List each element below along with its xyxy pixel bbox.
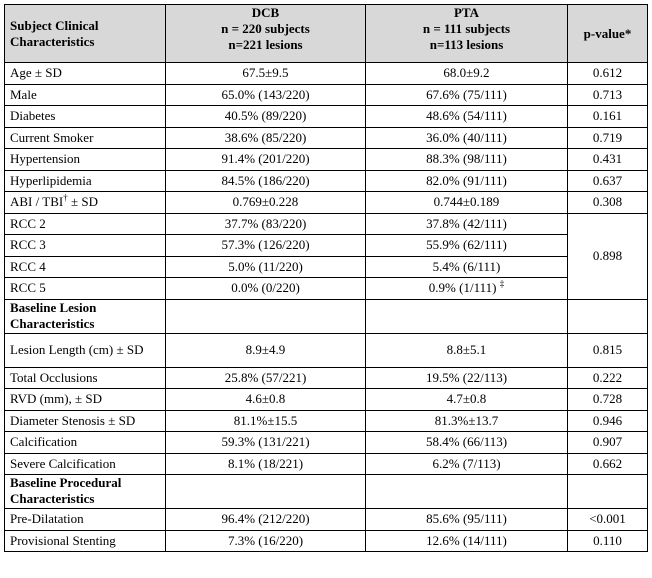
table-row xyxy=(5,149,648,171)
dcb-value: 37.7% (83/220) xyxy=(166,213,366,235)
p-value: 0.161 xyxy=(568,106,648,128)
footnote-mark: † xyxy=(63,192,68,203)
pta-value: 4.7±0.8 xyxy=(366,389,568,411)
pta-value: 0.744±0.189 xyxy=(366,192,568,214)
p-value: 0.222 xyxy=(568,367,648,389)
dcb-subjects: n = 220 subjects xyxy=(221,21,310,36)
row-label: RCC 4 xyxy=(5,256,166,278)
dcb-value: 59.3% (131/221) xyxy=(166,432,366,454)
pta-title: PTA xyxy=(453,5,480,20)
table-row xyxy=(5,278,648,300)
dcb-value: 40.5% (89/220) xyxy=(166,106,366,128)
header-characteristics: Subject Clinical Characteristics xyxy=(5,5,166,63)
table-row xyxy=(5,333,648,367)
dcb-value: 91.4% (201/220) xyxy=(166,149,366,171)
p-value: 0.110 xyxy=(568,530,648,552)
row-label: Calcification xyxy=(5,432,166,454)
pta-value: 8.8±5.1 xyxy=(366,333,568,367)
pta-value: 82.0% (91/111) xyxy=(366,170,568,192)
row-label: Current Smoker xyxy=(5,127,166,149)
rcc-p-value: 0.898 xyxy=(568,213,648,299)
table-row xyxy=(5,213,648,235)
p-value: 0.719 xyxy=(568,127,648,149)
header-pta xyxy=(366,5,568,63)
pta-lesions: n=113 lesions xyxy=(429,37,504,52)
dcb-value: 96.4% (212/220) xyxy=(166,509,366,531)
pta-value: 12.6% (14/111) xyxy=(366,530,568,552)
row-label: RCC 5 xyxy=(5,278,166,300)
row-label: RCC 3 xyxy=(5,235,166,257)
section-title-procedural: Baseline Procedural Characteristics xyxy=(5,475,166,509)
p-value: 0.728 xyxy=(568,389,648,411)
row-label-suffix: ± SD xyxy=(67,194,98,210)
pta-value xyxy=(366,278,568,300)
pta-value-text: 0.9% (1/111) xyxy=(428,280,497,296)
table-row xyxy=(5,63,648,85)
table-row xyxy=(5,432,648,454)
table-row xyxy=(5,410,648,432)
pta-value: 81.3%±13.7 xyxy=(366,410,568,432)
dcb-title: DCB xyxy=(251,5,280,20)
row-label: Male xyxy=(5,84,166,106)
row-label xyxy=(5,192,166,214)
p-value: 0.612 xyxy=(568,63,648,85)
header-pvalue: p-value* xyxy=(568,5,648,63)
row-label: Pre-Dilatation xyxy=(5,509,166,531)
table-row xyxy=(5,192,648,214)
p-value: 0.308 xyxy=(568,192,648,214)
section-title-lesion: Baseline Lesion Characteristics xyxy=(5,299,166,333)
dcb-value: 4.6±0.8 xyxy=(166,389,366,411)
dcb-value: 67.5±9.5 xyxy=(166,63,366,85)
p-value: 0.637 xyxy=(568,170,648,192)
p-value: 0.662 xyxy=(568,453,648,475)
pta-value: 37.8% (42/111) xyxy=(366,213,568,235)
dcb-value: 65.0% (143/220) xyxy=(166,84,366,106)
characteristics-table xyxy=(4,4,648,552)
header-dcb xyxy=(166,5,366,63)
section-row-lesion xyxy=(5,299,648,333)
empty-cell xyxy=(166,475,366,509)
table-row xyxy=(5,367,648,389)
pta-value: 36.0% (40/111) xyxy=(366,127,568,149)
p-value: 0.946 xyxy=(568,410,648,432)
pta-value: 67.6% (75/111) xyxy=(366,84,568,106)
dcb-value: 81.1%±15.5 xyxy=(166,410,366,432)
pta-value: 5.4% (6/111) xyxy=(366,256,568,278)
p-value: 0.907 xyxy=(568,432,648,454)
table-row xyxy=(5,256,648,278)
row-label: RCC 2 xyxy=(5,213,166,235)
dcb-value: 38.6% (85/220) xyxy=(166,127,366,149)
dcb-value: 8.9±4.9 xyxy=(166,333,366,367)
row-label: Total Occlusions xyxy=(5,367,166,389)
empty-cell xyxy=(366,299,568,333)
table-row xyxy=(5,106,648,128)
p-value: 0.815 xyxy=(568,333,648,367)
dcb-lesions: n=221 lesions xyxy=(228,37,303,52)
dcb-value: 8.1% (18/221) xyxy=(166,453,366,475)
empty-cell xyxy=(166,299,366,333)
pta-value: 19.5% (22/113) xyxy=(366,367,568,389)
empty-cell xyxy=(366,475,568,509)
pta-subjects: n = 111 subjects xyxy=(422,21,511,36)
row-label: Age ± SD xyxy=(5,63,166,85)
table-row xyxy=(5,389,648,411)
table-row xyxy=(5,127,648,149)
empty-cell xyxy=(568,299,648,333)
dcb-value: 0.769±0.228 xyxy=(166,192,366,214)
table-row xyxy=(5,235,648,257)
table-row xyxy=(5,509,648,531)
row-label: Lesion Length (cm) ± SD xyxy=(5,333,166,367)
row-label: Diabetes xyxy=(5,106,166,128)
p-value: 0.713 xyxy=(568,84,648,106)
table-row xyxy=(5,453,648,475)
pta-value: 85.6% (95/111) xyxy=(366,509,568,531)
section-row-procedural xyxy=(5,475,648,509)
p-value: <0.001 xyxy=(568,509,648,531)
dcb-value: 0.0% (0/220) xyxy=(166,278,366,300)
pta-value: 88.3% (98/111) xyxy=(366,149,568,171)
dcb-value: 57.3% (126/220) xyxy=(166,235,366,257)
pta-value: 58.4% (66/113) xyxy=(366,432,568,454)
row-label: Severe Calcification xyxy=(5,453,166,475)
table-row xyxy=(5,84,648,106)
row-label: Diameter Stenosis ± SD xyxy=(5,410,166,432)
table-row xyxy=(5,530,648,552)
header-row xyxy=(5,5,648,63)
empty-cell xyxy=(568,475,648,509)
dcb-value: 5.0% (11/220) xyxy=(166,256,366,278)
row-label: RVD (mm), ± SD xyxy=(5,389,166,411)
table-row xyxy=(5,170,648,192)
dcb-value: 7.3% (16/220) xyxy=(166,530,366,552)
row-label: Hypertension xyxy=(5,149,166,171)
row-label: Hyperlipidemia xyxy=(5,170,166,192)
pta-value: 68.0±9.2 xyxy=(366,63,568,85)
pta-value: 55.9% (62/111) xyxy=(366,235,568,257)
dcb-value: 25.8% (57/221) xyxy=(166,367,366,389)
p-value: 0.431 xyxy=(568,149,648,171)
pta-value: 48.6% (54/111) xyxy=(366,106,568,128)
row-label: Provisional Stenting xyxy=(5,530,166,552)
footnote-mark: ‡ xyxy=(499,278,505,289)
pta-value: 6.2% (7/113) xyxy=(366,453,568,475)
row-label-text: ABI / TBI xyxy=(10,194,64,210)
dcb-value: 84.5% (186/220) xyxy=(166,170,366,192)
